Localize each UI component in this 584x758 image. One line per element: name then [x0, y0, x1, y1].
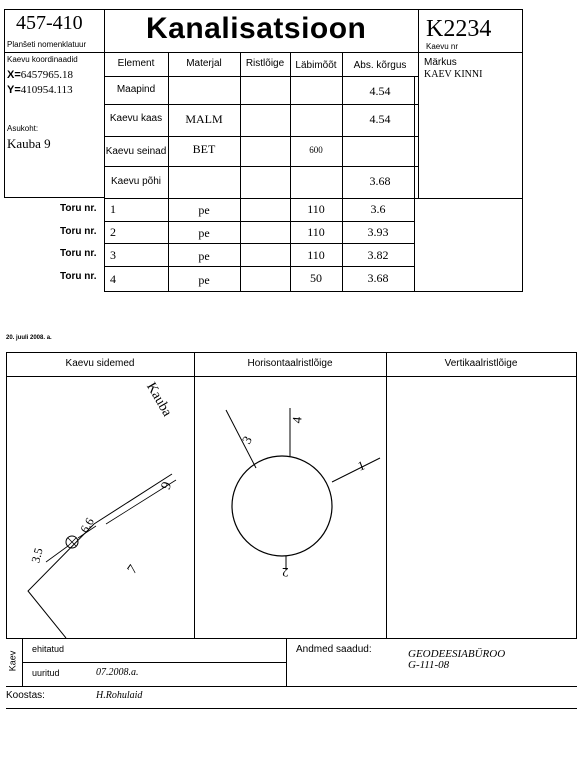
x-value: 6457965.18	[20, 69, 74, 81]
pipe-diameter: 110	[307, 225, 325, 239]
pipe-nr: 3	[110, 248, 116, 262]
sketch-house2-label: 7	[124, 562, 142, 577]
row-height-value: 4.54	[369, 112, 391, 126]
row-height-value: 4.54	[369, 84, 391, 98]
coords-label: Kaevu koordinaadid	[7, 55, 78, 64]
compiled-label: Koostas:	[6, 690, 45, 701]
panel-vertical-title: Vertikaalristlõige	[444, 358, 518, 369]
row-element-label: Kaevu seinad	[105, 146, 167, 157]
header-section: Ristlõige	[245, 58, 285, 69]
pipe3-label: 3	[238, 433, 255, 447]
y-label: Y=	[7, 84, 21, 96]
date-note: 20. juuli 2008. a.	[6, 335, 52, 341]
y-value: 410954.113	[20, 84, 73, 96]
row-element-label: Maapind	[116, 84, 156, 95]
pipe-label: Toru nr.	[60, 271, 97, 282]
well-id-caption: Kaevu nr	[426, 42, 459, 51]
pipe-diameter: 110	[307, 248, 325, 262]
pipe-diameter: 50	[310, 271, 322, 285]
pipe-material: pe	[198, 203, 210, 217]
pipe-material: pe	[198, 226, 210, 240]
row-element-label: Kaevu kaas	[109, 113, 163, 124]
pipe-nr: 4	[110, 272, 116, 286]
page-title: Kanalisatsioon	[146, 12, 367, 45]
sketch-distance-a: 3.5	[28, 546, 46, 565]
data-from-value1: GEODEESIABÜROO	[408, 648, 506, 660]
pipe2-label: 2	[282, 565, 289, 580]
pipe-label: Toru nr.	[60, 248, 97, 259]
pipe-material: pe	[198, 273, 210, 287]
pipe-nr: 2	[110, 225, 116, 239]
pipe-label: Toru nr.	[60, 226, 97, 237]
pipe-nr: 1	[110, 202, 116, 216]
header-height: Abs. kõrgus	[353, 60, 407, 71]
panel-horizontal-title: Horisontaalristlõige	[247, 358, 333, 369]
panel-links-title: Kaevu sidemed	[65, 358, 135, 369]
pipe-height: 3.82	[367, 248, 389, 262]
sketch-street-label: Kauba	[143, 380, 175, 420]
x-label: X=	[7, 69, 21, 81]
pipe-label: Toru nr.	[60, 203, 97, 214]
surveyed-label: uuritud	[32, 668, 60, 678]
surveyed-value: 07.2008.a.	[96, 667, 139, 678]
sheet-caption: Planšeti nomenklatuur	[7, 40, 87, 49]
pipe-diameter: 110	[307, 202, 325, 216]
pipe1-label: 1	[355, 457, 367, 474]
built-label: ehitatud	[32, 644, 65, 654]
data-from-value2: G-111-08	[408, 659, 450, 671]
pipe-height: 3.6	[370, 202, 386, 216]
data-from-label: Andmed saadud:	[296, 644, 372, 655]
sketch-distance-b: 6.6	[77, 515, 97, 536]
row-element-label: Kaevu põhi	[110, 176, 162, 187]
address-value: Kauba 9	[7, 136, 51, 151]
header-diameter: Läbimõõt	[295, 60, 337, 71]
header-material: Materjal	[186, 58, 222, 69]
compiled-value: H.Rohulaid	[96, 690, 143, 701]
header-element: Element	[117, 58, 155, 69]
footer-side-label: Kaev	[7, 650, 18, 672]
remarks-value: KAEV KINNI	[424, 69, 483, 80]
pipe-height: 3.93	[367, 225, 389, 239]
remarks-header: Märkus	[424, 57, 457, 68]
row-material-value: BET	[192, 142, 216, 156]
row-diameter-value: 600	[309, 145, 323, 155]
pipe-height: 3.68	[367, 271, 389, 285]
x-coordinate	[7, 69, 73, 81]
address-label: Asukoht:	[7, 124, 39, 133]
row-height-value: 3.68	[369, 174, 391, 188]
y-coordinate	[7, 84, 73, 96]
sketch-house-label: 9	[158, 479, 176, 492]
well-id: K2234	[426, 16, 492, 42]
pipe4-label: 4	[288, 416, 305, 424]
pipe-material: pe	[198, 249, 210, 263]
row-material-value: MALM	[185, 112, 223, 126]
sheet-number: 457-410	[16, 12, 83, 34]
